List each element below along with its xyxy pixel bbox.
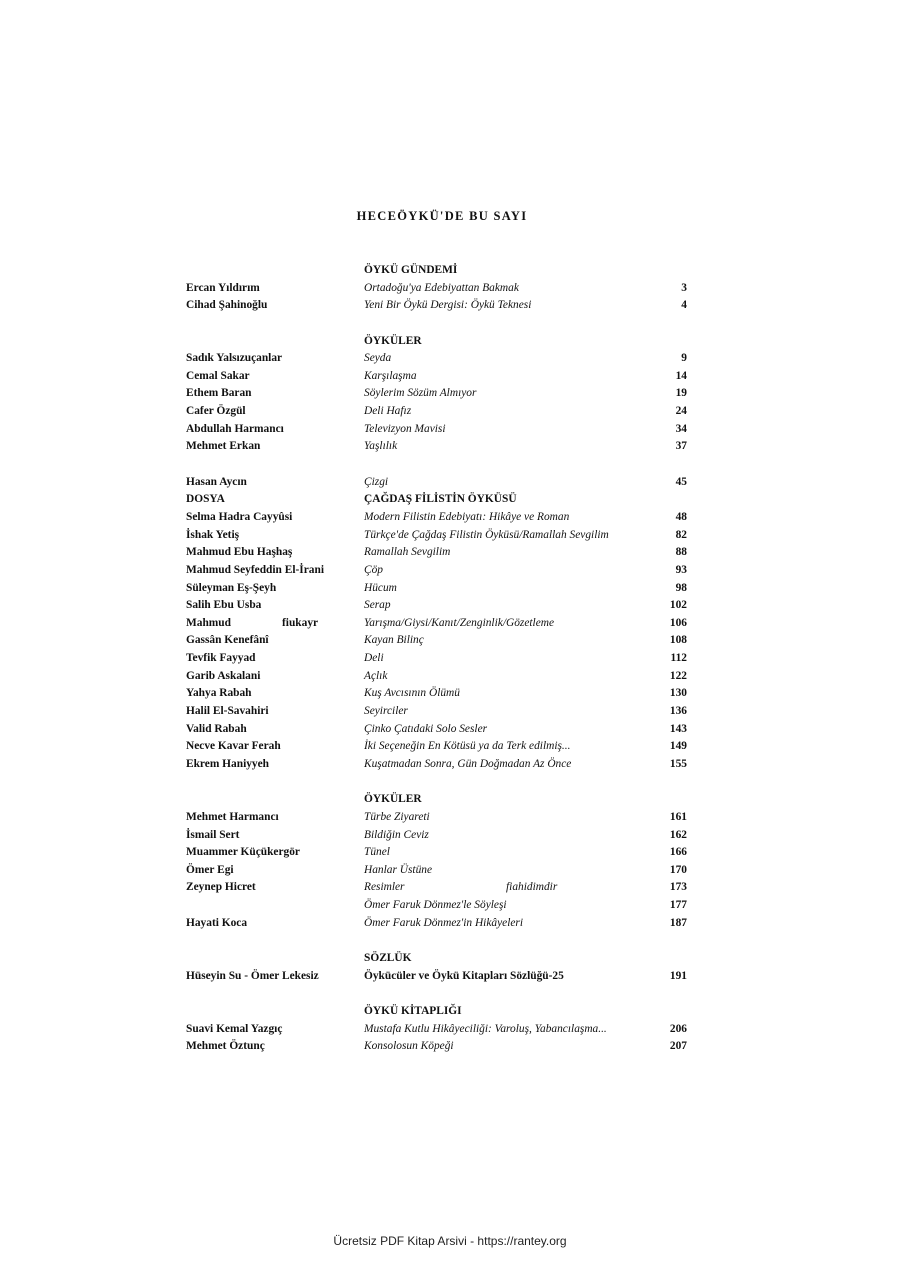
entry-page-number: 4 — [681, 299, 687, 312]
entry-page-number: 136 — [669, 705, 687, 718]
toc-entry — [186, 1021, 687, 1039]
entry-title: Öykücüler ve Öykü Kitapları Sözlüğü-25 — [364, 969, 564, 982]
entry-page-number: 9 — [681, 352, 687, 365]
toc-entry — [186, 385, 687, 403]
entry-page-number: 166 — [669, 846, 687, 859]
entry-author: Mahmud Ebu Haşhaş — [186, 546, 293, 559]
toc-entry — [186, 632, 687, 650]
toc-section-heading — [186, 791, 687, 809]
entry-title: Mustafa Kutlu Hikâyeciliği: Varoluş, Yabancılaşma... — [364, 1022, 607, 1035]
entry-page-number: 106 — [669, 616, 687, 629]
entry-page-number: 206 — [669, 1022, 687, 1035]
entry-title: Çizgi — [364, 475, 389, 488]
entry-title: Televizyon Mavisi — [364, 422, 446, 435]
entry-page-number: 207 — [669, 1040, 687, 1053]
entry-author: Mahmud — [186, 616, 231, 629]
toc-entry — [186, 491, 687, 509]
entry-page-number: 19 — [675, 387, 687, 400]
toc-entry — [186, 756, 687, 774]
entry-title: Ramallah Sevgilim — [364, 546, 451, 559]
toc-entry — [186, 615, 687, 633]
entry-author: Garib Askalani — [186, 669, 261, 682]
entry-title: Kayan Bilinç — [364, 634, 424, 647]
toc-entry — [186, 509, 687, 527]
entry-title: Yaşlılık — [364, 440, 398, 453]
toc-entry — [186, 650, 687, 668]
toc-entry — [186, 862, 687, 880]
entry-title: Tünel — [364, 846, 390, 859]
entry-page-number: 24 — [675, 405, 687, 418]
entry-page-number: 108 — [669, 634, 687, 647]
entry-page-number: 14 — [675, 369, 687, 382]
entry-author: Muammer Küçükergör — [186, 846, 300, 859]
entry-author: Mehmet Harmancı — [186, 810, 279, 823]
entry-title: Hücum — [364, 581, 397, 594]
toc-spacer — [186, 985, 687, 1003]
toc-entry — [186, 527, 687, 545]
entry-author: Cafer Özgül — [186, 405, 246, 418]
entry-title: Konsolosun Köpeği — [364, 1040, 454, 1053]
entry-title: Modern Filistin Edebiyatı: Hikâye ve Roman — [364, 510, 570, 523]
footer-text: Ücretsiz PDF Kitap Arsivi - https://rantey.org — [333, 1234, 567, 1248]
entry-page-number: 155 — [669, 757, 687, 770]
entry-author: Hüseyin Su - Ömer Lekesiz — [186, 969, 319, 982]
entry-page-number: 149 — [669, 740, 687, 753]
entry-title: Bildiğin Ceviz — [364, 828, 429, 841]
toc-spacer — [186, 774, 687, 792]
section-title: ÖYKÜLER — [364, 793, 422, 806]
entry-title: Seyda — [364, 352, 392, 365]
entry-author: Necve Kavar Ferah — [186, 740, 281, 753]
table-of-contents — [186, 262, 687, 1056]
entry-title: Karşılaşma — [364, 369, 417, 382]
entry-author: Mahmud Seyfeddin El-İrani — [186, 563, 324, 576]
section-title: ÇAĞDAŞ FİLİSTİN ÖYKÜSÜ — [364, 493, 517, 506]
entry-page-number: 143 — [669, 722, 687, 735]
entry-title: Ortadoğu'ya Edebiyattan Bakmak — [364, 281, 519, 294]
entry-page-number: 187 — [669, 916, 687, 929]
toc-entry — [186, 915, 687, 933]
entry-author: Ömer Egi — [186, 863, 234, 876]
entry-author: İsmail Sert — [186, 828, 240, 841]
toc-entry — [186, 897, 687, 915]
entry-title: Açlık — [364, 669, 388, 682]
toc-section-heading — [186, 262, 687, 280]
entry-title: Türbe Ziyareti — [364, 810, 430, 823]
entry-page-number: 3 — [681, 281, 687, 294]
entry-author: Mehmet Öztunç — [186, 1040, 265, 1053]
section-title: ÖYKÜLER — [364, 334, 422, 347]
toc-entry — [186, 738, 687, 756]
toc-entry — [186, 668, 687, 686]
toc-entry — [186, 809, 687, 827]
entry-title-extra: fiahidimdir — [506, 881, 558, 894]
toc-entry — [186, 827, 687, 845]
toc-entry — [186, 544, 687, 562]
entry-author: Cihad Şahinoğlu — [186, 299, 268, 312]
entry-title: Kuş Avcısının Ölümü — [364, 687, 460, 700]
entry-page-number: 45 — [675, 475, 687, 488]
toc-entry — [186, 438, 687, 456]
toc-entry — [186, 403, 687, 421]
entry-title: Resimler — [364, 881, 405, 894]
entry-author-extra: fiukayr — [282, 616, 319, 629]
section-title: ÖYKÜ KİTAPLIĞI — [364, 1004, 462, 1017]
page-title: HECEÖYKÜ'DE BU SAYI — [356, 209, 528, 223]
toc-section-heading — [186, 950, 687, 968]
entry-title: Çöp — [364, 563, 383, 576]
entry-page-number: 48 — [675, 510, 687, 523]
entry-author: Hayati Koca — [186, 916, 248, 929]
entry-page-number: 162 — [669, 828, 687, 841]
entry-title: Söylerim Sözüm Almıyor — [364, 387, 477, 400]
entry-title: Türkçe'de Çağdaş Filistin Öyküsü/Ramallah Sevgilim — [364, 528, 609, 541]
entry-page-number: 98 — [675, 581, 687, 594]
entry-page-number: 88 — [675, 546, 687, 559]
toc-entry — [186, 844, 687, 862]
section-title: SÖZLÜK — [364, 951, 412, 964]
entry-title: Seyirciler — [364, 705, 408, 718]
toc-entry — [186, 703, 687, 721]
entry-page-number: 177 — [669, 899, 687, 912]
entry-title: Deli Hafız — [364, 405, 412, 418]
entry-page-number: 170 — [669, 863, 687, 876]
entry-author: Ekrem Haniyyeh — [186, 757, 270, 770]
toc-entry — [186, 1038, 687, 1056]
entry-author: Gassân Kenefânî — [186, 634, 269, 647]
toc-section-heading — [186, 1003, 687, 1021]
entry-page-number: 130 — [669, 687, 687, 700]
toc-entry — [186, 421, 687, 439]
entry-title: Kuşatmadan Sonra, Gün Doğmadan Az Önce — [364, 757, 572, 770]
entry-author: Suavi Kemal Yazgıç — [186, 1022, 283, 1035]
toc-entry — [186, 368, 687, 386]
toc-entry — [186, 580, 687, 598]
entry-author: Ercan Yıldırım — [186, 281, 260, 294]
toc-entry — [186, 721, 687, 739]
entry-author: DOSYA — [186, 493, 225, 506]
entry-page-number: 82 — [675, 528, 687, 541]
entry-author: Zeynep Hicret — [186, 881, 256, 894]
entry-author: Selma Hadra Cayyûsi — [186, 510, 293, 523]
toc-entry — [186, 879, 687, 897]
entry-author: Mehmet Erkan — [186, 440, 261, 453]
toc-entry — [186, 474, 687, 492]
toc-spacer — [186, 315, 687, 333]
entry-title: Yeni Bir Öykü Dergisi: Öykü Teknesi — [364, 299, 532, 312]
toc-spacer — [186, 456, 687, 474]
entry-title: Hanlar Üstüne — [364, 863, 433, 876]
toc-entry — [186, 685, 687, 703]
entry-title: İki Seçeneğin En Kötüsü ya da Terk edilmiş... — [364, 740, 571, 753]
entry-page-number: 112 — [670, 652, 687, 665]
entry-author: İshak Yetiş — [186, 528, 240, 541]
entry-author: Halil El-Savahiri — [186, 705, 269, 718]
entry-title: Ömer Faruk Dönmez'le Söyleşi — [364, 899, 507, 912]
entry-author: Ethem Baran — [186, 387, 252, 400]
entry-page-number: 191 — [669, 969, 687, 982]
toc-entry — [186, 562, 687, 580]
toc-entry — [186, 350, 687, 368]
entry-author: Cemal Sakar — [186, 369, 250, 382]
entry-page-number: 93 — [675, 563, 687, 576]
entry-page-number: 122 — [669, 669, 687, 682]
entry-page-number: 37 — [675, 440, 687, 453]
toc-spacer — [186, 932, 687, 950]
entry-author: Abdullah Harmancı — [186, 422, 284, 435]
entry-author: Salih Ebu Usba — [186, 599, 262, 612]
toc-entry — [186, 968, 687, 986]
entry-title: Serap — [364, 599, 391, 612]
entry-page-number: 161 — [669, 810, 687, 823]
entry-title: Yarışma/Giysi/Kanıt/Zenginlik/Gözetleme — [364, 616, 555, 629]
entry-author: Süleyman Eş-Şeyh — [186, 581, 277, 594]
toc-entry — [186, 280, 687, 298]
entry-author: Hasan Aycın — [186, 475, 247, 488]
entry-page-number: 102 — [669, 599, 687, 612]
entry-title: Ömer Faruk Dönmez'in Hikâyeleri — [364, 916, 524, 929]
entry-author: Valid Rabah — [186, 722, 247, 735]
entry-title: Çinko Çatıdaki Solo Sesler — [364, 722, 488, 735]
entry-author: Sadık Yalsızuçanlar — [186, 352, 283, 365]
toc-entry — [186, 597, 687, 615]
entry-author: Yahya Rabah — [186, 687, 252, 700]
toc-section-heading — [186, 333, 687, 351]
entry-title: Deli — [364, 652, 384, 665]
section-title: ÖYKÜ GÜNDEMİ — [364, 264, 458, 276]
entry-page-number: 173 — [669, 881, 687, 894]
entry-author: Tevfik Fayyad — [186, 652, 256, 665]
entry-page-number: 34 — [675, 422, 687, 435]
toc-entry — [186, 297, 687, 315]
